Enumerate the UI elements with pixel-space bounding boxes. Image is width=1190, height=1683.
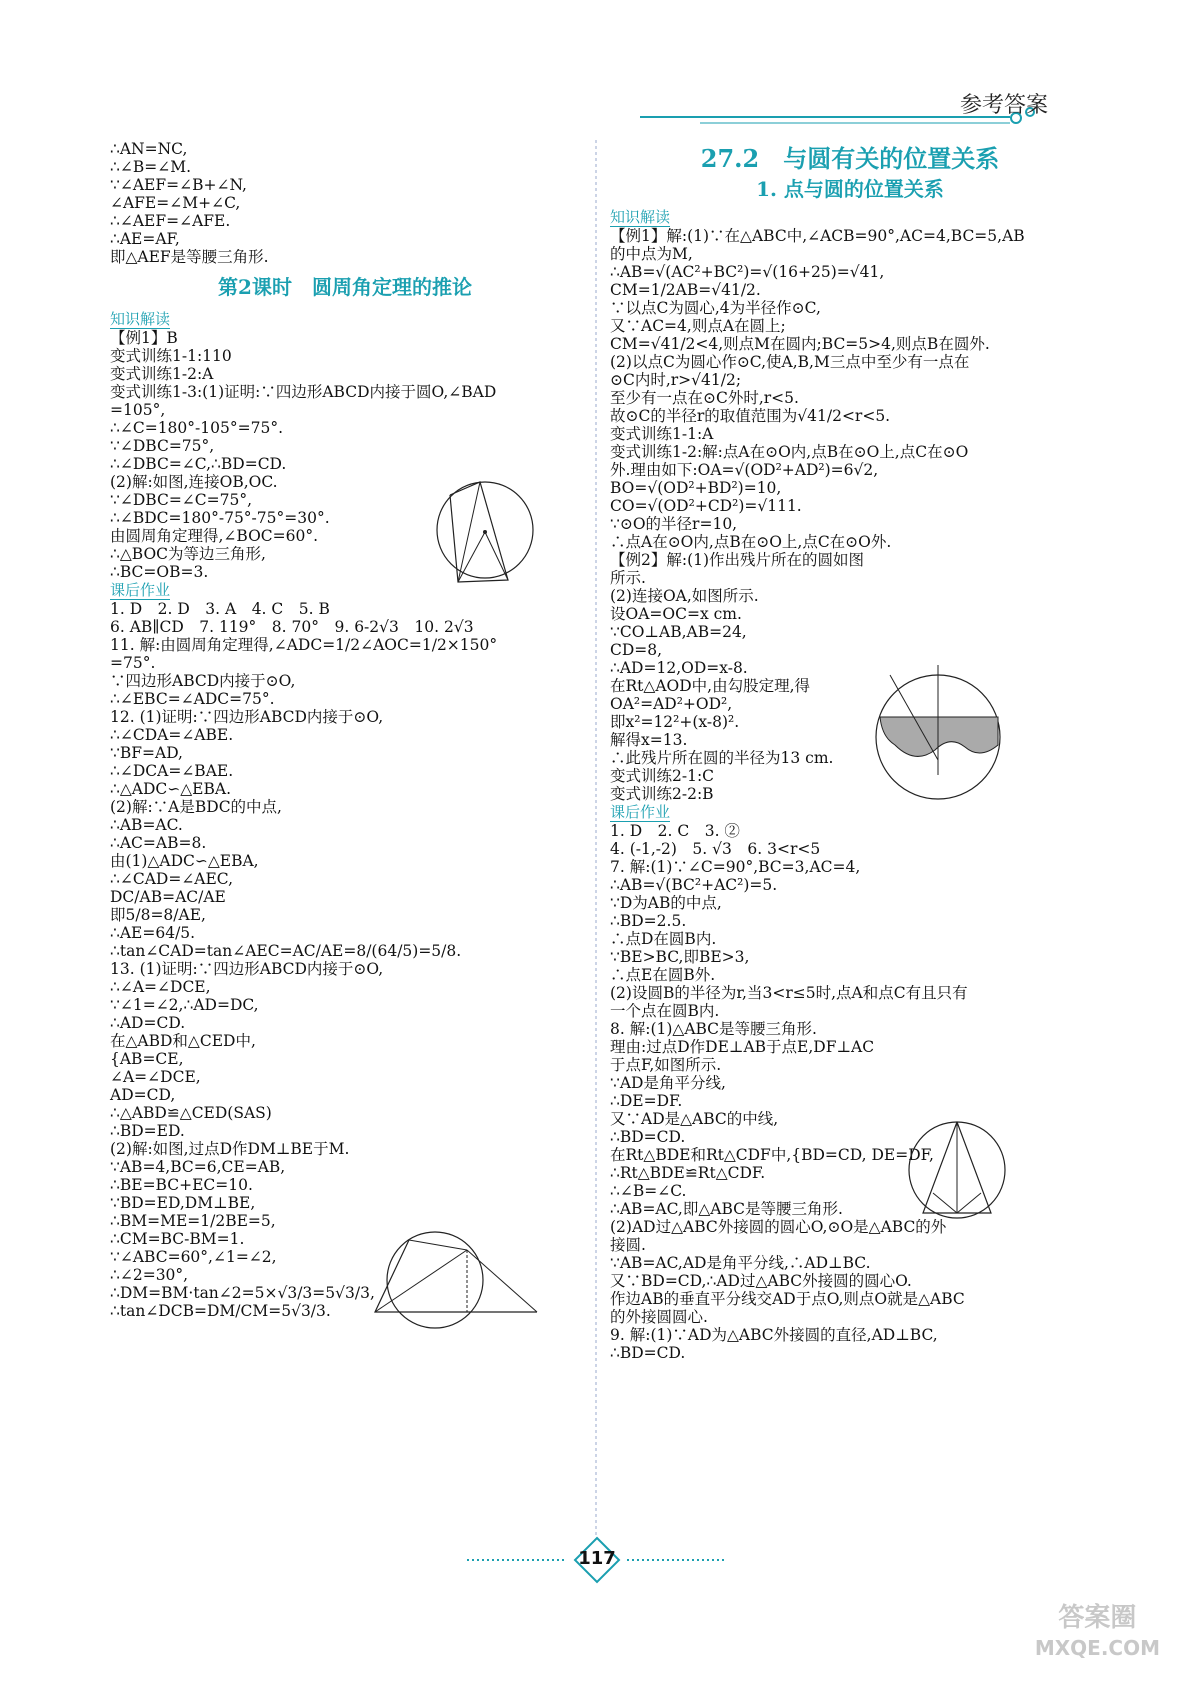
text-line: ∴AB=√(BC²+AC²)=5. — [610, 876, 778, 894]
text-line: 4. (-1,-2) 5. √3 6. 3<r<5 — [610, 840, 821, 858]
header-title: 参考答案 — [960, 93, 1049, 118]
tag-homework-right: 课后作业 — [610, 803, 671, 821]
text-line: 理由:过点D作DE⊥AB于点E,DF⊥AC — [610, 1038, 875, 1056]
text-line: ∵四边形ABCD内接于⊙O, — [110, 672, 296, 690]
text-line: =75°. — [110, 654, 156, 672]
text-line: 变式训练1-2:A — [110, 365, 214, 383]
text-line: 13. (1)证明:∵四边形ABCD内接于⊙O, — [110, 960, 384, 978]
text-line: ∴∠CDA=∠ABE. — [110, 726, 234, 744]
text-line: ∴△BOC为等边三角形, — [110, 545, 266, 563]
text-line: ∴DE=DF. — [610, 1092, 683, 1110]
text-line: ∴BE=BC+EC=10. — [110, 1176, 253, 1194]
tag-knowledge: 知识解读 — [110, 310, 171, 328]
text-line: 在△ABD和△CED中, — [110, 1032, 256, 1050]
text-line: ∴△ABD≌△CED(SAS) — [110, 1104, 272, 1122]
figure-isosceles-circle — [905, 1115, 1010, 1225]
text-line: ∴△ADC∽△EBA. — [110, 780, 231, 798]
text-line: ∵∠DBC=∠C=75°, — [110, 491, 253, 509]
page-number-text: 117 — [578, 1548, 616, 1569]
text-line: CM=√41/2<4,则点M在圆内;BC=5>4,则点B在圆外. — [610, 335, 990, 353]
text-line: CO=√(OD²+CD²)=√111. — [610, 497, 802, 515]
text-line: (2)连接OA,如图所示. — [610, 587, 759, 605]
text-line: ∴点A在⊙O内,点B在⊙O上,点C在⊙O外. — [610, 533, 892, 551]
text-line: ∴AB=AC. — [110, 816, 183, 834]
text-line: 外.理由如下:OA=√(OD²+AD²)=6√2, — [610, 461, 879, 479]
text-line: 在Rt△AOD中,由勾股定理,得 — [610, 677, 811, 695]
text-line: 9. 解:(1)∵AD为△ABC外接圆的直径,AD⊥BC, — [610, 1326, 938, 1344]
text-line: ∵BD=ED,DM⊥BE, — [110, 1194, 256, 1212]
text-line: 的外接圆圆心. — [610, 1308, 708, 1326]
text-line: ∵BE>BC,即BE>3, — [610, 948, 750, 966]
text-line: AD=CD, — [110, 1086, 176, 1104]
text-line: ∴∠DCA=∠BAE. — [110, 762, 234, 780]
text-line: 解得x=13. — [610, 731, 688, 749]
text-line: ∴AD=CD. — [110, 1014, 186, 1032]
right-lines-a — [610, 227, 1090, 803]
text-line: ∴Rt△BDE≌Rt△CDF. — [610, 1164, 766, 1182]
text-line: ∴tan∠DCB=DM/CM=5√3/3. — [110, 1302, 331, 1320]
right-column — [610, 144, 1090, 1362]
text-line: 设OA=OC=x cm. — [610, 605, 742, 623]
figure-fragment-circle — [870, 665, 1010, 805]
text-line: ∴CM=BC-BM=1. — [110, 1230, 245, 1248]
text-line: ∴BD=CD. — [610, 1344, 686, 1362]
text-line: ∴∠B=∠M. — [110, 158, 192, 176]
text-line: ∴AE=64/5. — [110, 924, 196, 942]
text-line: 变式训练1-1:110 — [110, 347, 232, 365]
tag-knowledge-right: 知识解读 — [610, 208, 671, 226]
text-line: (2)解:如图,连接OB,OC. — [110, 473, 278, 491]
text-line: BO=√(OD²+BD²)=10, — [610, 479, 782, 497]
text-line: (2)设圆B的半径为r,当3<r≤5时,点A和点C有且只有 — [610, 984, 968, 1002]
text-line: ∴∠DBC=∠C,∴BD=CD. — [110, 455, 287, 473]
text-line: ∴AC=AB=8. — [110, 834, 207, 852]
text-line: 由圆周角定理得,∠BOC=60°. — [110, 527, 319, 545]
text-line: (2)解:如图,过点D作DM⊥BE于M. — [110, 1140, 350, 1158]
text-line: 由(1)△ADC∽△EBA, — [110, 852, 259, 870]
tag-homework: 课后作业 — [110, 581, 171, 599]
text-line: =105°, — [110, 401, 166, 419]
text-line: ∵AB=4,BC=6,CE=AB, — [110, 1158, 286, 1176]
left-homework-lines — [110, 600, 580, 1320]
text-line: ∵以点C为圆心,4为半径作⊙C, — [610, 299, 821, 317]
text-line: 变式训练1-1:A — [610, 425, 714, 443]
text-line: 一个点在圆B内. — [610, 1002, 720, 1020]
figure-circle-triangle — [365, 1230, 545, 1330]
text-line: 1. D 2. C 3. ② — [610, 822, 740, 840]
left-top-lines — [110, 140, 580, 266]
text-line: ∴AB=√(AC²+BC²)=√(16+25)=√41, — [610, 263, 885, 281]
left-column — [110, 140, 580, 1320]
text-line: ∵AD是角平分线, — [610, 1074, 726, 1092]
watermark-line1: 答案圈 — [1058, 1603, 1137, 1633]
text-line: 8. 解:(1)△ABC是等腰三角形. — [610, 1020, 817, 1038]
text-line: 的中点为M, — [610, 245, 693, 263]
text-line: 1. D 2. D 3. A 4. C 5. B — [110, 600, 330, 618]
text-line: ∴点D在圆B内. — [610, 930, 717, 948]
text-line: 7. 解:(1)∵∠C=90°,BC=3,AC=4, — [610, 858, 861, 876]
text-line: 6. AB∥CD 7. 119° 8. 70° 9. 6-2√3 10. 2√3 — [110, 618, 474, 636]
text-line: ∴BD=ED. — [110, 1122, 185, 1140]
column-divider — [594, 140, 598, 1570]
text-line: ∵∠1=∠2,∴AD=DC, — [110, 996, 259, 1014]
text-line: ∴此残片所在圆的半径为13 cm. — [610, 749, 834, 767]
text-line: 变式训练1-3:(1)证明:∵四边形ABCD内接于圆O,∠BAD — [110, 383, 497, 401]
text-line: ∴BM=ME=1/2BE=5, — [110, 1212, 276, 1230]
text-line: 于点F,如图所示. — [610, 1056, 722, 1074]
text-line: 在Rt△BDE和Rt△CDF中,{BD=CD, DE=DF, — [610, 1146, 934, 1164]
text-line: 即x²=12²+(x-8)². — [610, 713, 740, 731]
text-line: ∴AE=AF, — [110, 230, 180, 248]
section-title: 第2课时 圆周角定理的推论 — [218, 275, 472, 299]
text-line: ∵D为AB的中点, — [610, 894, 722, 912]
text-line: ∴BD=2.5. — [610, 912, 687, 930]
text-line: 又∵AC=4,则点A在圆上; — [610, 317, 786, 335]
text-line: 故⊙C的半径r的取值范围为√41/2<r<5. — [610, 407, 891, 425]
text-line: CM=1/2AB=√41/2. — [610, 281, 761, 299]
text-line: ∵BF=AD, — [110, 744, 183, 762]
text-line: ∴AN=NC, — [110, 140, 188, 158]
text-line: (2)AD过△ABC外接圆的圆心O,⊙O是△ABC的外 — [610, 1218, 947, 1236]
text-line: ∴∠A=∠DCE, — [110, 978, 211, 996]
figure-quad-in-circle — [430, 470, 540, 590]
text-line: ∴AB=AC,即△ABC是等腰三角形. — [610, 1200, 843, 1218]
text-line: 【例1】B — [110, 329, 178, 347]
text-line: 【例1】解:(1)∵在△ABC中,∠ACB=90°,AC=4,BC=5,AB — [610, 227, 1025, 245]
text-line: CD=8, — [610, 641, 663, 659]
text-line: 【例2】解:(1)作出残片所在的圆如图 — [610, 551, 865, 569]
text-line: ∠AFE=∠M+∠C, — [110, 194, 241, 212]
text-line: ∴BD=CD. — [610, 1128, 686, 1146]
text-line: ∴tan∠CAD=tan∠AEC=AC/AE=8/(64/5)=5/8. — [110, 942, 462, 960]
text-line: 又∵BD=CD,∴AD过△ABC外接圆的圆心O. — [610, 1272, 912, 1290]
text-line: ∵∠AEF=∠B+∠N, — [110, 176, 247, 194]
text-line: 变式训练2-1:C — [610, 767, 715, 785]
text-line: DC/AB=AC/AE — [110, 888, 226, 906]
text-line: ∴BC=OB=3. — [110, 563, 209, 581]
text-line: ∴∠EBC=∠ADC=75°. — [110, 690, 275, 708]
text-line: 至少有一点在⊙C外时,r<5. — [610, 389, 799, 407]
text-line: ∴点E在圆B外. — [610, 966, 716, 984]
text-line: 11. 解:由圆周角定理得,∠ADC=1/2∠AOC=1/2×150° — [110, 636, 498, 654]
text-line: 12. (1)证明:∵四边形ABCD内接于⊙O, — [110, 708, 384, 726]
text-line: ∴∠2=30°, — [110, 1266, 189, 1284]
text-line: ∵∠DBC=75°, — [110, 437, 215, 455]
text-line: 变式训练2-2:B — [610, 785, 714, 803]
text-line: 作边AB的垂直平分线交AD于点O,则点O就是△ABC — [610, 1290, 965, 1308]
text-line: 即△AEF是等腰三角形. — [110, 248, 269, 266]
text-line: ∴∠B=∠C. — [610, 1182, 687, 1200]
text-line: ∵∠ABC=60°,∠1=∠2, — [110, 1248, 277, 1266]
text-line: ∵AB=AC,AD是角平分线,∴AD⊥BC. — [610, 1254, 871, 1272]
watermark-line2: MXQE.COM — [1034, 1636, 1160, 1660]
lesson-title: 1. 点与圆的位置关系 — [756, 177, 944, 201]
text-line: (2)以点C为圆心作⊙C,使A,B,M三点中至少有一点在 — [610, 353, 970, 371]
text-line: ∵CO⊥AB,AB=24, — [610, 623, 747, 641]
text-line: OA²=AD²+OD², — [610, 695, 733, 713]
watermark — [1035, 1603, 1160, 1663]
text-line: ∴∠AEF=∠AFE. — [110, 212, 231, 230]
text-line: ∠A=∠DCE, — [110, 1068, 201, 1086]
text-line: ⊙C内时,r>√41/2; — [610, 371, 742, 389]
text-line: ∴∠CAD=∠AEC, — [110, 870, 234, 888]
text-line: ∵⊙O的半径r=10, — [610, 515, 738, 533]
text-line: ∴DM=BM·tan∠2=5×√3/3=5√3/3, — [110, 1284, 375, 1302]
text-line: ∴∠C=180°-105°=75°. — [110, 419, 283, 437]
text-line: 所示. — [610, 569, 646, 587]
text-line: ∴AD=12,OD=x-8. — [610, 659, 748, 677]
text-line: 接圆. — [610, 1236, 646, 1254]
text-line: 即5/8=8/AE, — [110, 906, 206, 924]
page-number — [575, 1538, 619, 1582]
text-line: 变式训练1-2:解:点A在⊙O内,点B在⊙O上,点C在⊙O — [610, 443, 969, 461]
text-line: ∴∠BDC=180°-75°-75°=30°. — [110, 509, 330, 527]
chapter-title: 27.2 与圆有关的位置关系 — [700, 144, 1000, 173]
text-line: (2)解:∵A是BDC的中点, — [110, 798, 282, 816]
text-line: 又∵AD是△ABC的中线, — [610, 1110, 779, 1128]
text-line: {AB=CE, — [110, 1050, 184, 1068]
right-lines-b — [610, 822, 1090, 1362]
